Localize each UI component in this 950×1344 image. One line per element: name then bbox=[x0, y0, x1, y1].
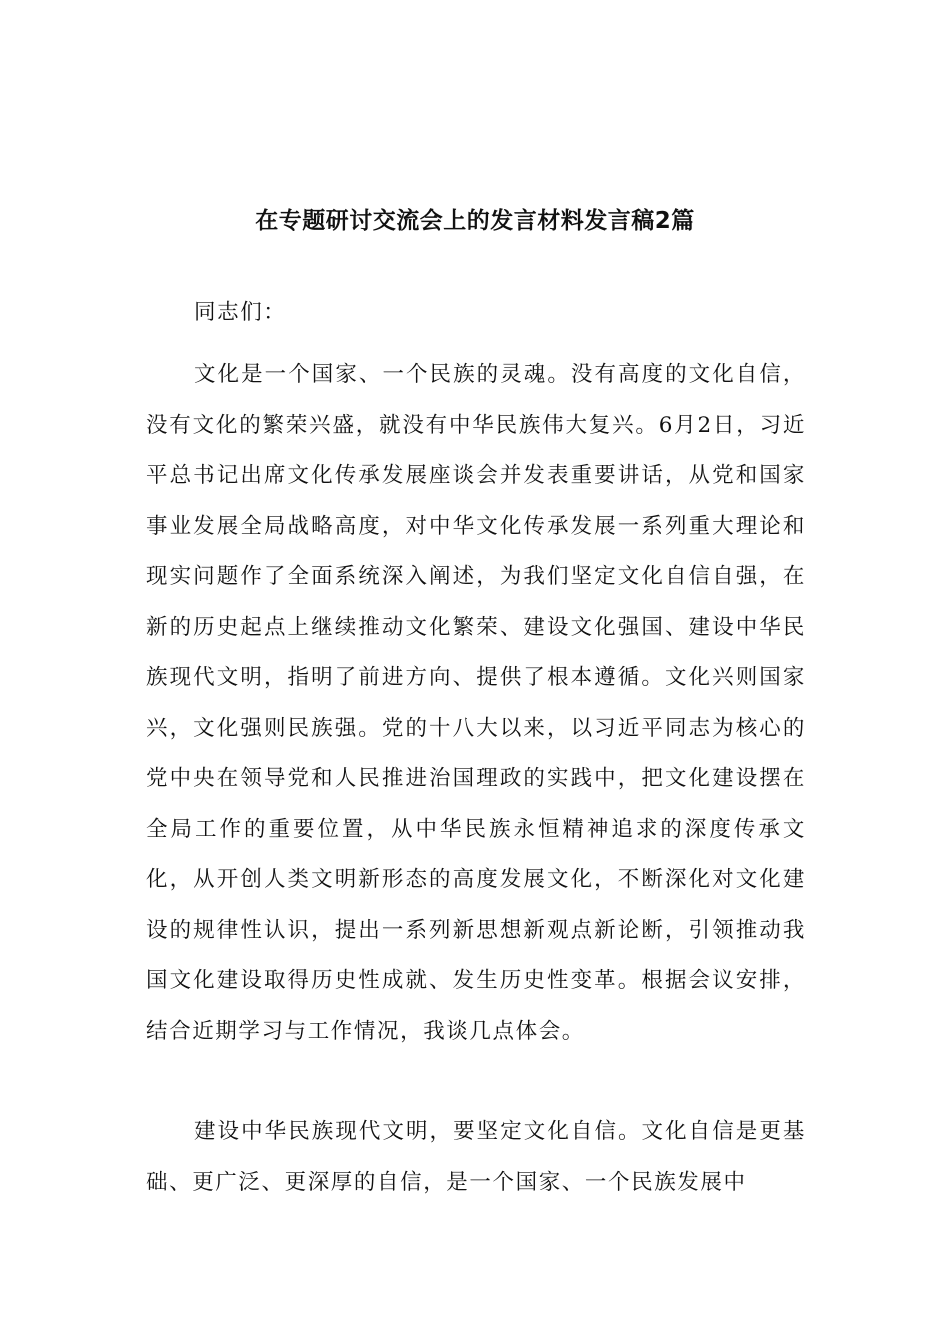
document-title: 在专题研讨交流会上的发言材料发言稿2篇 bbox=[255, 208, 695, 234]
paragraph-2: 建设中华民族现代文明，要坚定文化自信。文化自信是更基础、更广泛、更深厚的自信，是一个国家、一个民族发展中 bbox=[146, 1119, 806, 1195]
paragraph-1: 文化是一个国家、一个民族的灵魂。没有高度的文化自信，没有文化的繁荣兴盛，就没有中华民族伟大复兴。6月2日，习近平总书记出席文化传承发展座谈会并发表重要讲话，从党和国家事业发展全局战略高度，对中华文化传承发展一系列重大理论和现实问题作了全面系统深入阐述，为我们坚定文化自信自强，在新的历史起点上继续推动文化繁荣、建设文化强国、建设中华民族现代文明，指明了前进方向、提供了根本遵循。文化兴则国家兴，文化强则民族强。党的十八大以来，以习近平同志为核心的党中央在领导党和人民推进治国理政的实践中，把文化建设摆在全局工作的重要位置，从中华民族永恒精神追求的深度传承文化，从开创人类文明新形态的高度发展文化，不断深化对文化建设的规律性认识，提出一系列新思想新观点新论断，引领推动我国文化建设取得历史性成就、发生历史性变革。根据会议安排，结合近期学习与工作情况，我谈几点体会。 bbox=[146, 362, 806, 1044]
salutation: 同志们： bbox=[194, 300, 287, 325]
